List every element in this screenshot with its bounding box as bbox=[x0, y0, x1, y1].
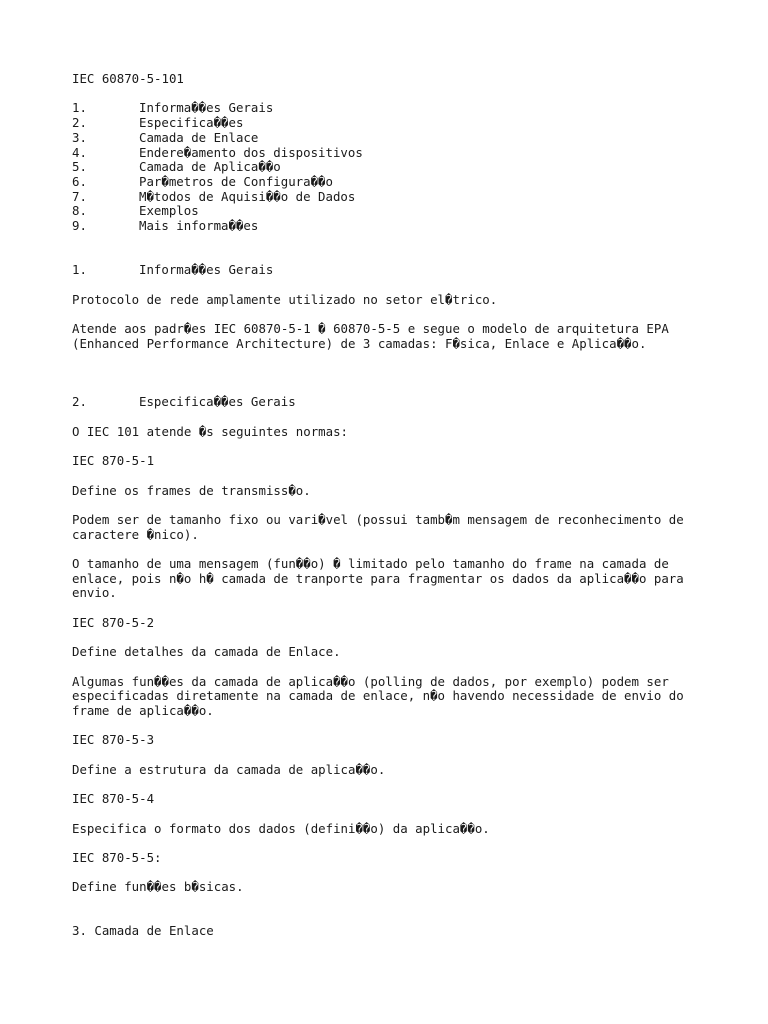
paragraph bbox=[72, 513, 712, 542]
toc-item bbox=[72, 219, 712, 234]
section-1-heading bbox=[72, 263, 712, 278]
toc-item-number: 6. bbox=[72, 173, 87, 189]
paragraph-line: Podem ser de tamanho fixo ou vari�vel (possui tamb�m mensagem de reconhecimento de bbox=[72, 511, 684, 527]
toc-item-number: 3. bbox=[72, 129, 87, 145]
toc-item bbox=[72, 160, 712, 175]
section-number: 2. bbox=[72, 394, 87, 410]
toc-item bbox=[72, 116, 712, 131]
toc-item bbox=[72, 175, 712, 190]
paragraph: Define a estrutura da camada de aplica��o. bbox=[72, 761, 386, 777]
standard-heading: IEC 870-5-1 bbox=[72, 453, 155, 469]
standard-heading: IEC 870-5-3 bbox=[72, 732, 155, 748]
paragraph-line: O tamanho de uma mensagem (fun��o) � limitado pelo tamanho do frame na camada de bbox=[72, 556, 669, 572]
paragraph-line: (Enhanced Performance Architecture) de 3 camadas: F�sica, Enlace e Aplica��o. bbox=[72, 335, 647, 351]
toc-item-label: Informa��es Gerais bbox=[139, 100, 274, 116]
toc-item bbox=[72, 204, 712, 219]
paragraph-line: caractere �nico). bbox=[72, 526, 199, 542]
standard-heading: IEC 870-5-2 bbox=[72, 614, 155, 630]
document-page bbox=[72, 72, 712, 939]
paragraph: Define fun��es b�sicas. bbox=[72, 879, 244, 895]
toc-item-label: Camada de Aplica��o bbox=[139, 159, 281, 175]
paragraph-line: envio. bbox=[72, 585, 117, 601]
paragraph-line: especificadas diretamente na camada de enlace, n�o havendo necessidade de envio do bbox=[72, 688, 684, 704]
toc-item-label: M�todos de Aquisi��o de Dados bbox=[139, 188, 356, 204]
toc-item bbox=[72, 131, 712, 146]
section-3-heading: 3. Camada de Enlace bbox=[72, 923, 214, 939]
section-title: Informa��es Gerais bbox=[139, 262, 274, 278]
paragraph: Define detalhes da camada de Enlace. bbox=[72, 644, 341, 660]
toc-item bbox=[72, 101, 712, 116]
paragraph: Define os frames de transmiss�o. bbox=[72, 482, 311, 498]
section-title: Especifica��es Gerais bbox=[139, 394, 296, 410]
paragraph bbox=[72, 557, 712, 601]
paragraph-line: Algumas fun��es da camada de aplica��o (polling de dados, por exemplo) podem ser bbox=[72, 673, 669, 689]
section-number: 1. bbox=[72, 262, 87, 278]
paragraph: Protocolo de rede amplamente utilizado no setor el�trico. bbox=[72, 291, 498, 307]
paragraph: O IEC 101 atende �s seguintes normas: bbox=[72, 423, 349, 439]
toc-item-label: Especifica��es bbox=[139, 115, 244, 131]
toc-item-number: 2. bbox=[72, 115, 87, 131]
toc-item-number: 9. bbox=[72, 218, 87, 234]
toc-item-label: Endere�amento dos dispositivos bbox=[139, 144, 363, 160]
toc-item bbox=[72, 146, 712, 161]
table-of-contents bbox=[72, 101, 712, 233]
toc-item-label: Mais informa��es bbox=[139, 218, 259, 234]
standard-heading: IEC 870-5-5: bbox=[72, 849, 162, 865]
standard-heading: IEC 870-5-4 bbox=[72, 791, 155, 807]
paragraph: Especifica o formato dos dados (defini��o) da aplica��o. bbox=[72, 820, 490, 836]
toc-item-number: 1. bbox=[72, 100, 87, 116]
paragraph-line: Atende aos padr�es IEC 60870-5-1 � 60870-5-5 e segue o modelo de arquitetura EPA bbox=[72, 320, 669, 336]
toc-item-label: Par�metros de Configura��o bbox=[139, 173, 333, 189]
toc-item-number: 4. bbox=[72, 144, 87, 160]
toc-item-number: 5. bbox=[72, 159, 87, 175]
toc-item bbox=[72, 190, 712, 205]
toc-item-number: 7. bbox=[72, 188, 87, 204]
paragraph bbox=[72, 322, 712, 351]
section-2-heading bbox=[72, 395, 712, 410]
document-title: IEC 60870-5-101 bbox=[72, 71, 184, 86]
toc-item-label: Camada de Enlace bbox=[139, 129, 259, 145]
paragraph-line: frame de aplica��o. bbox=[72, 703, 214, 719]
toc-item-label: Exemplos bbox=[139, 203, 199, 219]
paragraph bbox=[72, 675, 712, 719]
paragraph-line: enlace, pois n�o h� camada de tranporte para fragmentar os dados da aplica��o para bbox=[72, 570, 684, 586]
toc-item-number: 8. bbox=[72, 203, 87, 219]
